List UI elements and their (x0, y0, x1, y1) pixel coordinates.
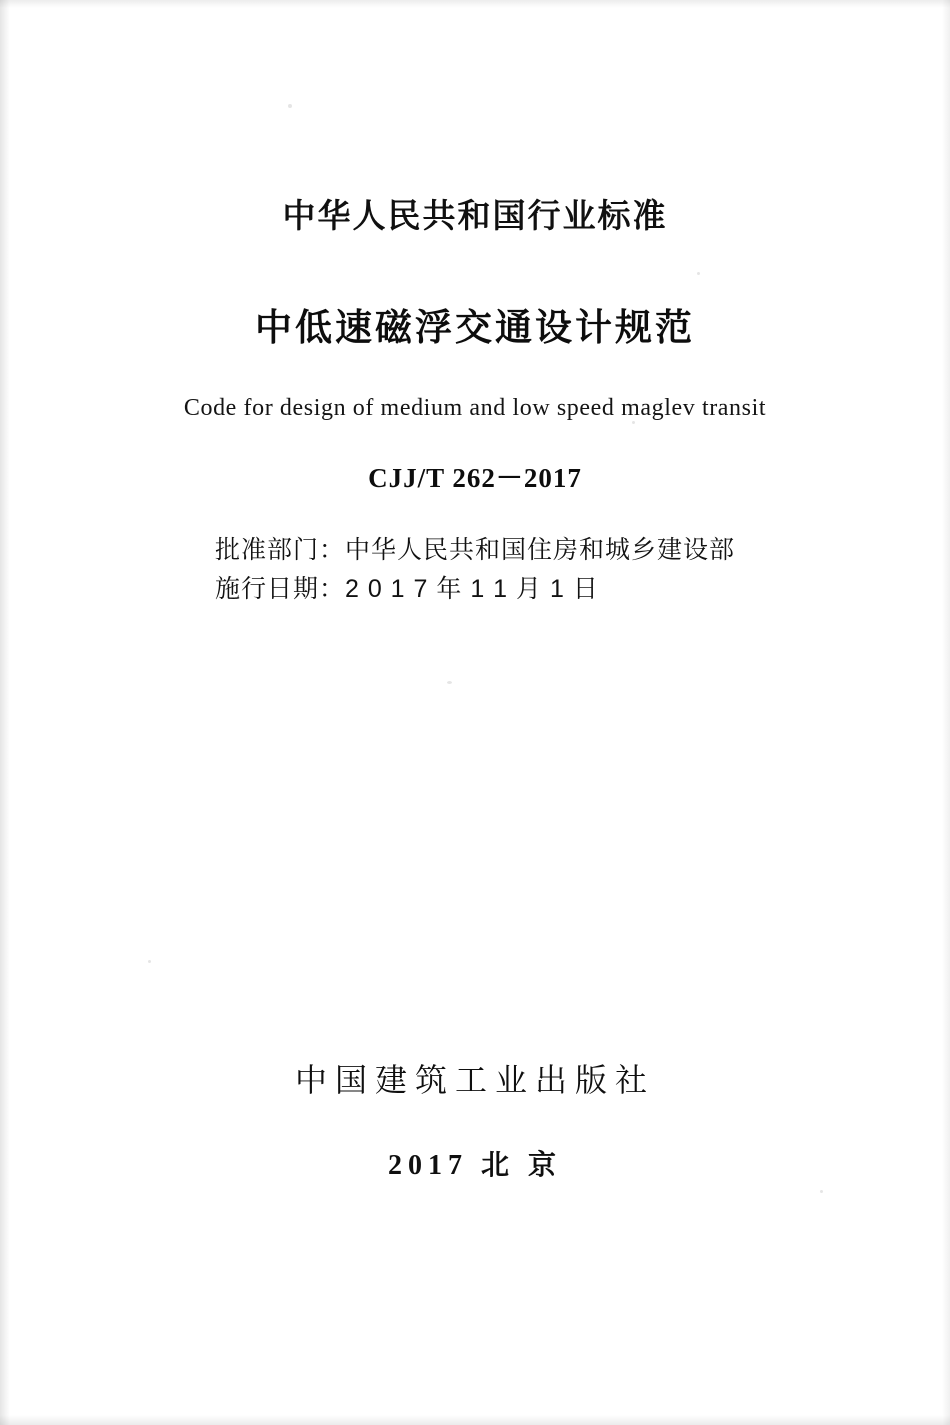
publisher-block (0, 1055, 950, 1183)
effective-date-line: 施行日期：2 0 1 7 年 1 1 月 1 日 (214, 574, 599, 603)
cover-text-block (0, 0, 950, 609)
standard-authority-heading: 中华人民共和国行业标准 (282, 197, 668, 234)
page-title-english: Code for design of medium and low speed maglev transit (183, 395, 767, 421)
page-title: 中低速磁浮交通设计规范 (255, 308, 695, 349)
scan-speckle (447, 681, 452, 684)
standard-metadata (215, 531, 735, 609)
scan-edge-shadow-bottom (0, 1415, 950, 1425)
scan-speckle (148, 960, 151, 963)
standard-code: CJJ/T 262－2017 (368, 463, 582, 493)
publication-place-year: 2017 北 京 (387, 1150, 562, 1181)
publisher-name: 中国建筑工业出版社 (294, 1062, 655, 1098)
scan-speckle (820, 1190, 823, 1193)
approval-department-line: 批准部门：中华人民共和国住房和城乡建设部 (214, 536, 735, 564)
